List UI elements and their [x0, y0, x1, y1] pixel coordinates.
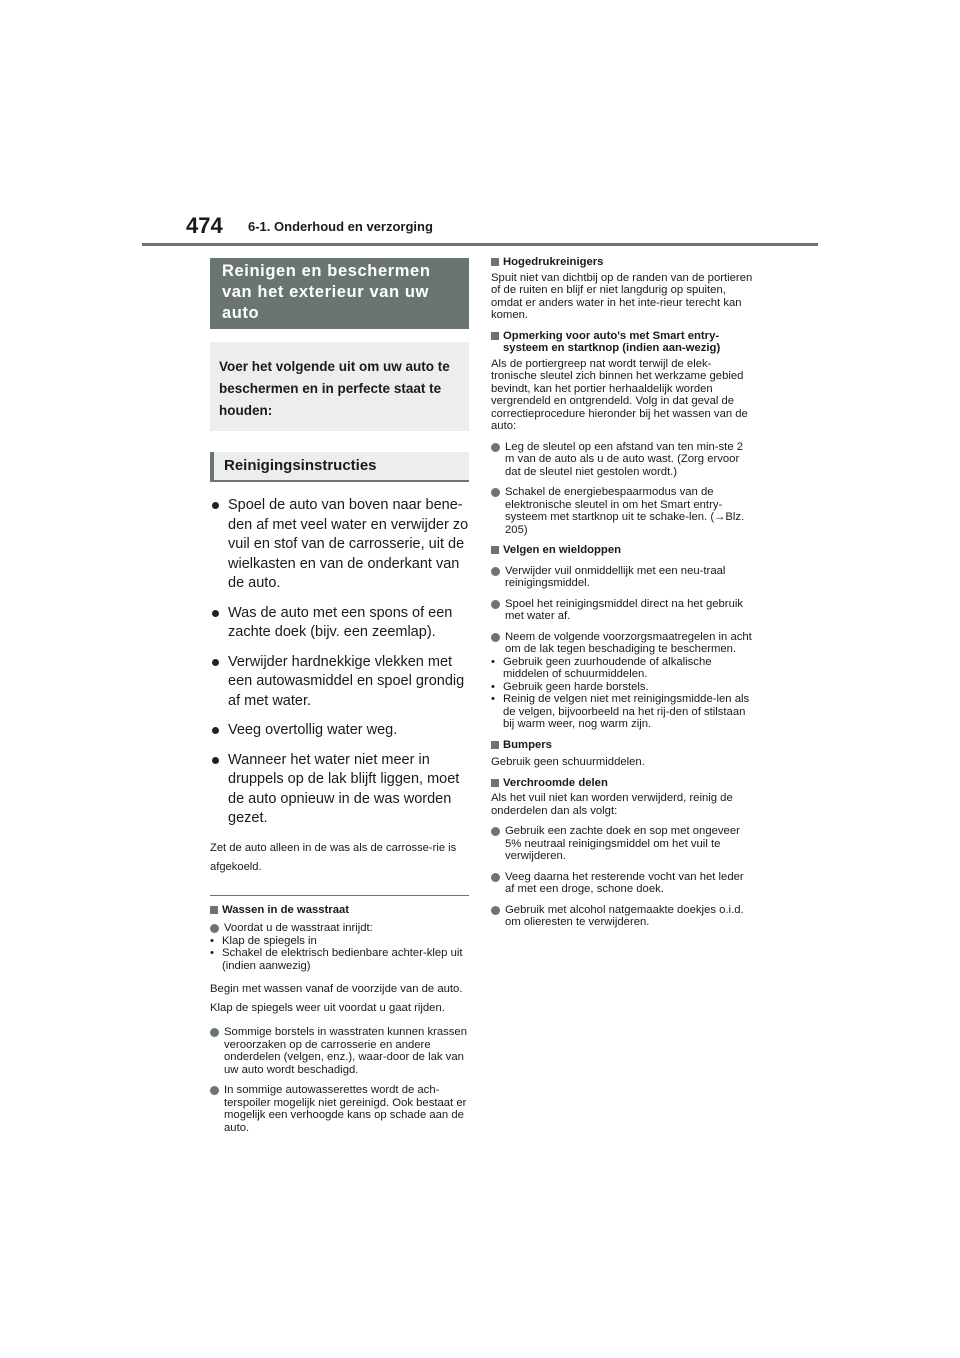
section-title-box: Reinigen en beschermen van het exterieur van uw auto [210, 258, 469, 329]
header-rule [142, 243, 818, 246]
square-bullet-icon [491, 779, 499, 787]
bullet-icon [212, 659, 219, 666]
section-heading: 6-1. Onderhoud en verzorging [248, 219, 433, 234]
list-item: Neem de volgende voorzorgsmaatregelen in acht om de lak tegen beschadiging te beschermen. [491, 631, 753, 656]
list-item: Verwijder hardnekkige vlekken met een autowasmiddel en spoel grondig af met water. [210, 653, 469, 712]
list-item: Spoel het reinigingsmiddel direct na het gebruik met water af. [491, 598, 753, 623]
circle-bullet-icon [210, 1086, 219, 1095]
list-item: Was de auto met een spons of een zachte doek (bijv. een zeemlap). [210, 604, 469, 643]
bumpers-paragraph: Gebruik geen schuurmiddelen. [491, 756, 645, 768]
sub-list-item: • Gebruik geen harde borstels. [491, 680, 649, 693]
list-item: Voordat u de wasstraat inrijdt: [210, 922, 469, 935]
chrome-paragraph: Als het vuil niet kan worden verwijderd, reinig de onderdelen dan als volgt: [491, 792, 733, 817]
circle-bullet-icon [210, 1028, 219, 1037]
right-column [491, 256, 753, 929]
high-pressure-paragraph: Spuit niet van dichtbij op de randen van de portieren of de ruiten en blijf er niet langdurig op spuiten, omdat er anders water in het inte-rieur terecht kan komen. [491, 271, 753, 321]
list-item: Veeg daarna het resterende vocht van het leder af met een droge, schone doek. [491, 871, 753, 896]
bullet-icon [212, 757, 219, 764]
square-bullet-icon [491, 741, 499, 749]
list-item: Spoel de auto van boven naar bene-den af met veel water en verwijder zo vuil en stof van de carrosserie, uit de wielkasten en van de onderkant van de auto. [210, 496, 469, 594]
list-item: In sommige autowasserettes wordt de ach-terspoiler mogelijk niet gereinigd. Ook bestaat er mogelijk een verhoogde kans op schade aan de auto. [210, 1084, 469, 1134]
wash-heading: Wassen in de wasstraat [210, 904, 469, 917]
smart-entry-heading: Opmerking voor auto's met Smart entry-systeem en startknop (indien aan-wezig) [491, 330, 753, 355]
square-bullet-icon [491, 258, 499, 266]
sub-list-item: • Reinig de velgen niet met reinigingsmidde-len als de velgen, bijvoorbeeld na het rij-den of stilstaan bij warm weer, nog warm zijn. [491, 693, 750, 730]
list-item: Veeg overtollig water weg. [210, 721, 469, 741]
circle-bullet-icon [491, 443, 500, 452]
bullet-icon [212, 727, 219, 734]
sub-list-item: • Gebruik geen zuurhoudende of alkalische middelen of schuurmiddelen. [491, 655, 712, 680]
chrome-heading: Verchroomde delen [491, 777, 753, 790]
circle-bullet-icon [491, 633, 500, 642]
bullet-icon [212, 610, 219, 617]
list-item: Wanneer het water niet meer in druppels op de lak blijft liggen, moet de auto opnieuw in de was worden gezet. [210, 751, 469, 829]
list-item: Gebruik met alcohol natgemaakte doekjes o.i.d. om olieresten te verwijderen. [491, 904, 753, 929]
list-item: Gebruik een zachte doek en sop met ongeveer 5% neutraal reinigingsmiddel om het vuil te verwijderen. [491, 825, 753, 863]
high-pressure-heading: Hogedrukreinigers [491, 256, 753, 269]
bullet-icon [212, 502, 219, 509]
sub-list-item: • Schakel de elektrisch bedienbare achter-klep uit (indien aanwezig) [210, 947, 463, 972]
smart-entry-paragraph: Als de portiergreep nat wordt terwijl de elek-tronische sleutel zich binnen het werkzame gebied bevindt, kan het portier herhaaldelijk worden vergrendeld en ontgrendeld. Volg in dat geval de correctieprocedure hieronder bij het wassen van de auto: [491, 357, 748, 432]
divider [210, 895, 469, 896]
intro-box: Voer het volgende uit om uw auto te beschermen en in perfecte staat te houden: [210, 342, 469, 431]
list-item: Sommige borstels in wasstraten kunnen krassen veroorzaken op de carrosserie en andere onderdelen (velgen, enz.), waar-door de lak van uw auto wordt beschadigd. [210, 1026, 469, 1076]
page-number: 474 [186, 213, 223, 238]
circle-bullet-icon [491, 567, 500, 576]
square-bullet-icon [491, 332, 499, 340]
square-bullet-icon [491, 546, 499, 554]
circle-bullet-icon [491, 906, 500, 915]
cleaning-steps [210, 496, 469, 829]
wheels-heading: Velgen en wieldoppen [491, 544, 753, 557]
wash-paragraph: Begin met wassen vanaf de voorzijde van de auto. Klap de spiegels weer uit voordat u gaat rijden. [210, 983, 463, 1014]
list-item: Verwijder vuil onmiddellijk met een neu-traal reinigingsmiddel. [491, 565, 753, 590]
left-column [210, 258, 469, 1134]
circle-bullet-icon [491, 488, 500, 497]
bumpers-heading: Bumpers [491, 739, 753, 752]
circle-bullet-icon [491, 827, 500, 836]
subtitle-box: Reinigingsinstructies [210, 452, 469, 482]
sub-list-item: • Klap de spiegels in [210, 934, 317, 947]
list-item: Leg de sleutel op een afstand van ten min-ste 2 m van de auto als u de auto wast. (Zorg ervoor dat de sleutel niet gestolen wordt.) [491, 441, 753, 479]
circle-bullet-icon [491, 873, 500, 882]
list-item: Schakel de energiebespaarmodus van de elektronische sleutel in om het Smart entry-systeem met startknop uit te schake-len. (→Blz. 205) [491, 486, 753, 536]
square-bullet-icon [210, 906, 218, 914]
cooling-note: Zet de auto alleen in de was als de carrosse-rie is afgekoeld. [210, 841, 457, 873]
circle-bullet-icon [491, 600, 500, 609]
circle-bullet-icon [210, 924, 219, 933]
